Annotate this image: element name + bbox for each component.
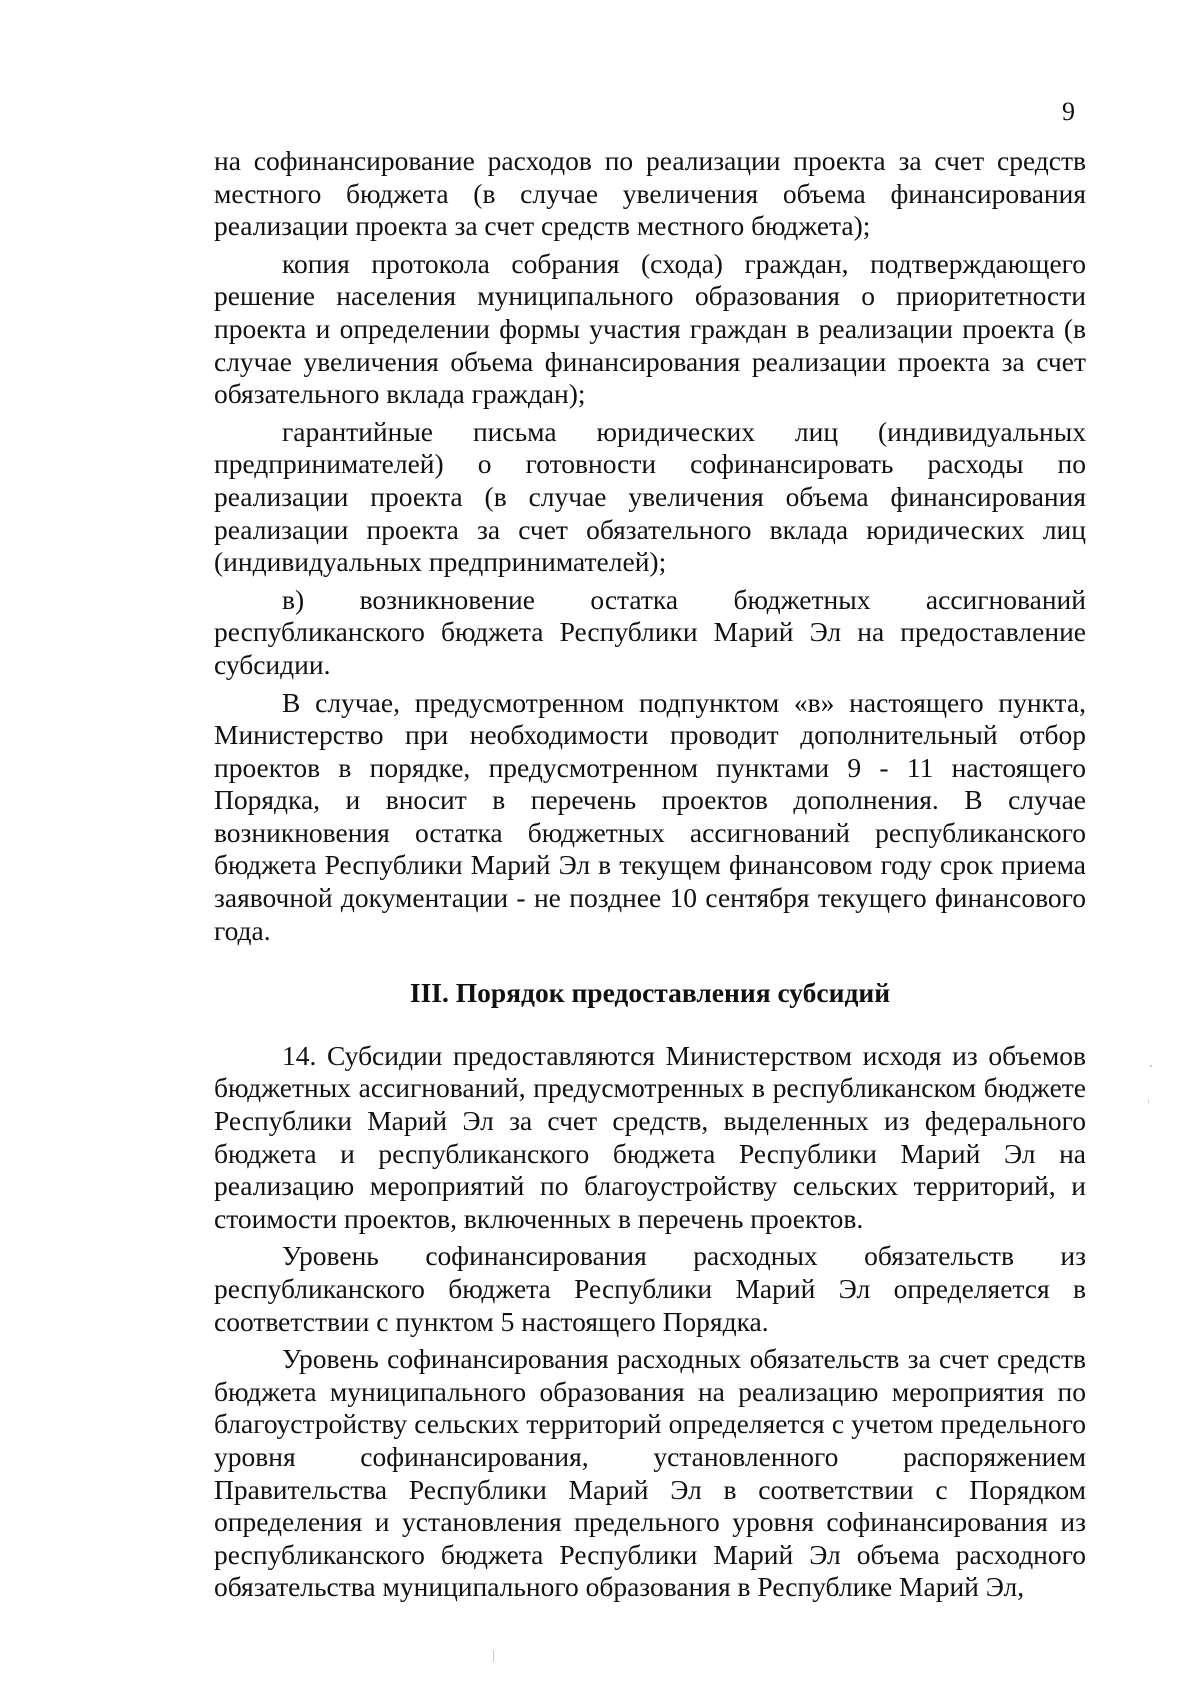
paragraph-item-14: 14. Субсидии предоставляются Министерством исходя из объемов бюджетных ассигнований, предусмотренных в республиканском бюджете Республики Марий Эл за счет средств, выделенных из федерального бюджета и республиканского бюджета Республики Марий Эл на реализацию мероприятий по благоустройству сельских территорий, и стоимости проектов, включенных в перечень проектов. bbox=[214, 1039, 1086, 1234]
scan-speck bbox=[493, 1650, 494, 1662]
paragraph-cofinancing-level-republic: Уровень софинансирования расходных обязательств из республиканского бюджета Республики Марий Эл определяется в соответствии с пунктом 5 настоящего Порядка. bbox=[214, 1240, 1086, 1337]
scan-speck bbox=[1150, 1065, 1152, 1067]
paragraph-additional-selection: В случае, предусмотренном подпунктом «в» настоящего пункта, Министерство при необходимости проводит дополнительный отбор проектов в порядке, предусмотренном пунктами 9 - 11 настоящего Порядка, и вносит в перечень проектов дополнения. В случае возникновения остатка бюджетных ассигнований республиканского бюджета Республики Марий Эл в текущем финансовом году срок приема заявочной документации - не позднее 10 сентября текущего финансового года. bbox=[214, 686, 1086, 946]
paragraph-guarantee-letters: гарантийные письма юридических лиц (индивидуальных предпринимателей) о готовности софинансировать расходы по реализации проекта (в случае увеличения объема финансирования реализации проекта за счет обязательного вклада юридических лиц (индивидуальных предпринимателей); bbox=[214, 415, 1086, 578]
section-heading: III. Порядок предоставления субсидий bbox=[409, 977, 891, 1009]
paragraph-continuation: на софинансирование расходов по реализации проекта за счет средств местного бюджета (в случае увеличения объема финансирования реализации проекта за счет средств местного бюджета); bbox=[214, 145, 1086, 242]
paragraph-cofinancing-level-municipal: Уровень софинансирования расходных обязательств за счет средств бюджета муниципального образования на реализацию мероприятия по благоустройству сельских территорий определяется с учетом предельного уровня софинансирования, установленного распоряжением Правительства Республики Марий Эл в соответствии с Порядком определения и установления предельного уровня софинансирования из республиканского бюджета Республики Марий Эл объема расходного обязательства муниципального образования в Республике Марий Эл, bbox=[214, 1343, 1086, 1603]
document-body bbox=[214, 145, 1086, 1604]
page-number: 9 bbox=[1062, 97, 1075, 126]
paragraph-subpoint-v: в) возникновение остатка бюджетных ассигнований республиканского бюджета Республики Марий Эл на предоставление субсидии. bbox=[214, 583, 1086, 680]
paragraph-protocol-copy: копия протокола собрания (схода) граждан, подтверждающего решение населения муниципального образования о приоритетности проекта и определении формы участия граждан в реализации проекта (в случае увеличения объема финансирования реализации проекта за счет обязательного вклада граждан); bbox=[214, 247, 1086, 410]
scan-speck bbox=[1148, 1100, 1149, 1103]
